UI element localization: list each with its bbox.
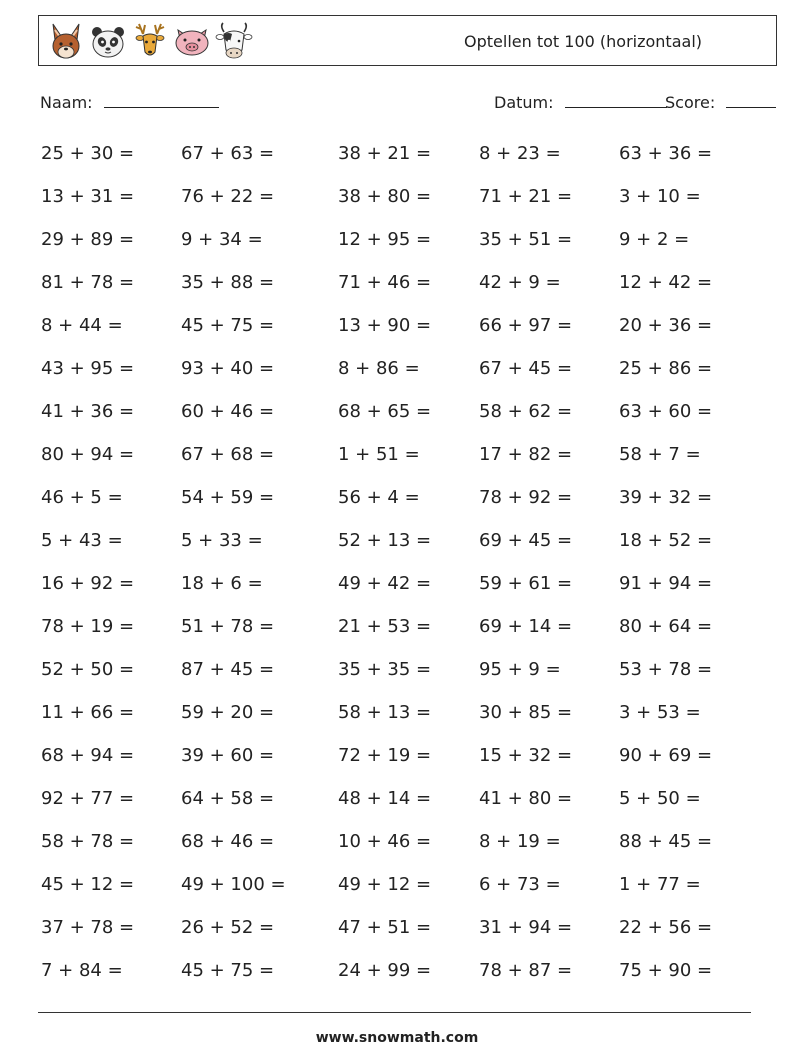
worksheet-title: Optellen tot 100 (horizontaal) bbox=[464, 32, 702, 51]
problem-item: 93 + 40 = bbox=[181, 358, 275, 379]
problem-item: 58 + 13 = bbox=[338, 702, 432, 723]
problem-item: 17 + 82 = bbox=[479, 444, 573, 465]
problem-item: 25 + 30 = bbox=[41, 143, 135, 164]
problem-item: 81 + 78 = bbox=[41, 272, 135, 293]
problem-item: 13 + 31 = bbox=[41, 186, 135, 207]
problem-item: 42 + 9 = bbox=[479, 272, 561, 293]
problem-item: 67 + 68 = bbox=[181, 444, 275, 465]
problem-item: 56 + 4 = bbox=[338, 487, 420, 508]
problem-item: 78 + 92 = bbox=[479, 487, 573, 508]
problem-item: 68 + 65 = bbox=[338, 401, 432, 422]
problem-item: 67 + 45 = bbox=[479, 358, 573, 379]
date-blank[interactable] bbox=[565, 93, 667, 108]
name-blank[interactable] bbox=[104, 93, 219, 108]
problem-item: 45 + 75 = bbox=[181, 960, 275, 981]
problem-item: 35 + 51 = bbox=[479, 229, 573, 250]
problem-item: 63 + 36 = bbox=[619, 143, 713, 164]
problem-item: 46 + 5 = bbox=[41, 487, 123, 508]
problem-item: 8 + 19 = bbox=[479, 831, 561, 852]
pig-icon bbox=[173, 20, 211, 62]
problem-item: 53 + 78 = bbox=[619, 659, 713, 680]
fox-icon bbox=[47, 20, 85, 62]
problem-item: 25 + 86 = bbox=[619, 358, 713, 379]
problem-item: 1 + 77 = bbox=[619, 874, 701, 895]
score-field bbox=[665, 93, 776, 112]
problem-item: 35 + 35 = bbox=[338, 659, 432, 680]
problem-item: 12 + 42 = bbox=[619, 272, 713, 293]
problem-item: 47 + 51 = bbox=[338, 917, 432, 938]
problem-item: 71 + 21 = bbox=[479, 186, 573, 207]
problem-item: 38 + 21 = bbox=[338, 143, 432, 164]
problem-item: 7 + 84 = bbox=[41, 960, 123, 981]
problem-item: 38 + 80 = bbox=[338, 186, 432, 207]
problem-item: 41 + 36 = bbox=[41, 401, 135, 422]
problem-item: 21 + 53 = bbox=[338, 616, 432, 637]
panda-icon bbox=[89, 20, 127, 62]
problem-item: 3 + 10 = bbox=[619, 186, 701, 207]
worksheet-header bbox=[38, 15, 777, 66]
problem-item: 59 + 20 = bbox=[181, 702, 275, 723]
problem-item: 72 + 19 = bbox=[338, 745, 432, 766]
problem-item: 92 + 77 = bbox=[41, 788, 135, 809]
problem-item: 5 + 43 = bbox=[41, 530, 123, 551]
problem-item: 91 + 94 = bbox=[619, 573, 713, 594]
date-label: Datum: bbox=[494, 93, 554, 112]
name-label: Naam: bbox=[40, 93, 93, 112]
problem-item: 11 + 66 = bbox=[41, 702, 135, 723]
problem-item: 75 + 90 = bbox=[619, 960, 713, 981]
problem-item: 45 + 12 = bbox=[41, 874, 135, 895]
cow-icon bbox=[215, 20, 253, 62]
problem-item: 1 + 51 = bbox=[338, 444, 420, 465]
problem-item: 95 + 9 = bbox=[479, 659, 561, 680]
problem-item: 80 + 64 = bbox=[619, 616, 713, 637]
deer-icon bbox=[131, 20, 169, 62]
problem-item: 88 + 45 = bbox=[619, 831, 713, 852]
problem-item: 78 + 19 = bbox=[41, 616, 135, 637]
problem-item: 49 + 12 = bbox=[338, 874, 432, 895]
problem-item: 43 + 95 = bbox=[41, 358, 135, 379]
problem-item: 9 + 34 = bbox=[181, 229, 263, 250]
problem-item: 66 + 97 = bbox=[479, 315, 573, 336]
problem-item: 22 + 56 = bbox=[619, 917, 713, 938]
problem-item: 69 + 14 = bbox=[479, 616, 573, 637]
problem-item: 48 + 14 = bbox=[338, 788, 432, 809]
problem-item: 13 + 90 = bbox=[338, 315, 432, 336]
problem-item: 26 + 52 = bbox=[181, 917, 275, 938]
problem-item: 60 + 46 = bbox=[181, 401, 275, 422]
problem-item: 29 + 89 = bbox=[41, 229, 135, 250]
problem-item: 3 + 53 = bbox=[619, 702, 701, 723]
problem-item: 18 + 6 = bbox=[181, 573, 263, 594]
footer-url: www.snowmath.com bbox=[315, 1030, 479, 1046]
problem-item: 54 + 59 = bbox=[181, 487, 275, 508]
problem-item: 68 + 46 = bbox=[181, 831, 275, 852]
problem-item: 5 + 33 = bbox=[181, 530, 263, 551]
problem-item: 49 + 100 = bbox=[181, 874, 286, 895]
problem-item: 63 + 60 = bbox=[619, 401, 713, 422]
problem-item: 31 + 94 = bbox=[479, 917, 573, 938]
problem-item: 20 + 36 = bbox=[619, 315, 713, 336]
problem-item: 87 + 45 = bbox=[181, 659, 275, 680]
problem-item: 71 + 46 = bbox=[338, 272, 432, 293]
problem-item: 58 + 7 = bbox=[619, 444, 701, 465]
problem-item: 18 + 52 = bbox=[619, 530, 713, 551]
problem-item: 80 + 94 = bbox=[41, 444, 135, 465]
problem-item: 24 + 99 = bbox=[338, 960, 432, 981]
problem-item: 35 + 88 = bbox=[181, 272, 275, 293]
problem-item: 16 + 92 = bbox=[41, 573, 135, 594]
problem-item: 8 + 23 = bbox=[479, 143, 561, 164]
date-field bbox=[494, 93, 667, 112]
problem-item: 58 + 62 = bbox=[479, 401, 573, 422]
problem-item: 10 + 46 = bbox=[338, 831, 432, 852]
problem-item: 39 + 60 = bbox=[181, 745, 275, 766]
problem-item: 8 + 86 = bbox=[338, 358, 420, 379]
problem-item: 49 + 42 = bbox=[338, 573, 432, 594]
footer-divider bbox=[38, 1012, 751, 1013]
problem-item: 58 + 78 = bbox=[41, 831, 135, 852]
problem-item: 5 + 50 = bbox=[619, 788, 701, 809]
problem-item: 59 + 61 = bbox=[479, 573, 573, 594]
problem-item: 39 + 32 = bbox=[619, 487, 713, 508]
problem-item: 41 + 80 = bbox=[479, 788, 573, 809]
animal-icons bbox=[47, 20, 253, 62]
problem-item: 30 + 85 = bbox=[479, 702, 573, 723]
problem-item: 9 + 2 = bbox=[619, 229, 690, 250]
score-label: Score: bbox=[665, 93, 716, 112]
problem-item: 76 + 22 = bbox=[181, 186, 275, 207]
problem-item: 52 + 13 = bbox=[338, 530, 432, 551]
problem-item: 8 + 44 = bbox=[41, 315, 123, 336]
problem-item: 90 + 69 = bbox=[619, 745, 713, 766]
problem-item: 52 + 50 = bbox=[41, 659, 135, 680]
problem-item: 45 + 75 = bbox=[181, 315, 275, 336]
problem-item: 64 + 58 = bbox=[181, 788, 275, 809]
problem-item: 51 + 78 = bbox=[181, 616, 275, 637]
name-field bbox=[40, 93, 219, 112]
problem-item: 67 + 63 = bbox=[181, 143, 275, 164]
problem-item: 6 + 73 = bbox=[479, 874, 561, 895]
problem-item: 68 + 94 = bbox=[41, 745, 135, 766]
problem-item: 78 + 87 = bbox=[479, 960, 573, 981]
problem-item: 37 + 78 = bbox=[41, 917, 135, 938]
problem-item: 12 + 95 = bbox=[338, 229, 432, 250]
score-blank[interactable] bbox=[726, 93, 776, 108]
problem-item: 15 + 32 = bbox=[479, 745, 573, 766]
problem-item: 69 + 45 = bbox=[479, 530, 573, 551]
